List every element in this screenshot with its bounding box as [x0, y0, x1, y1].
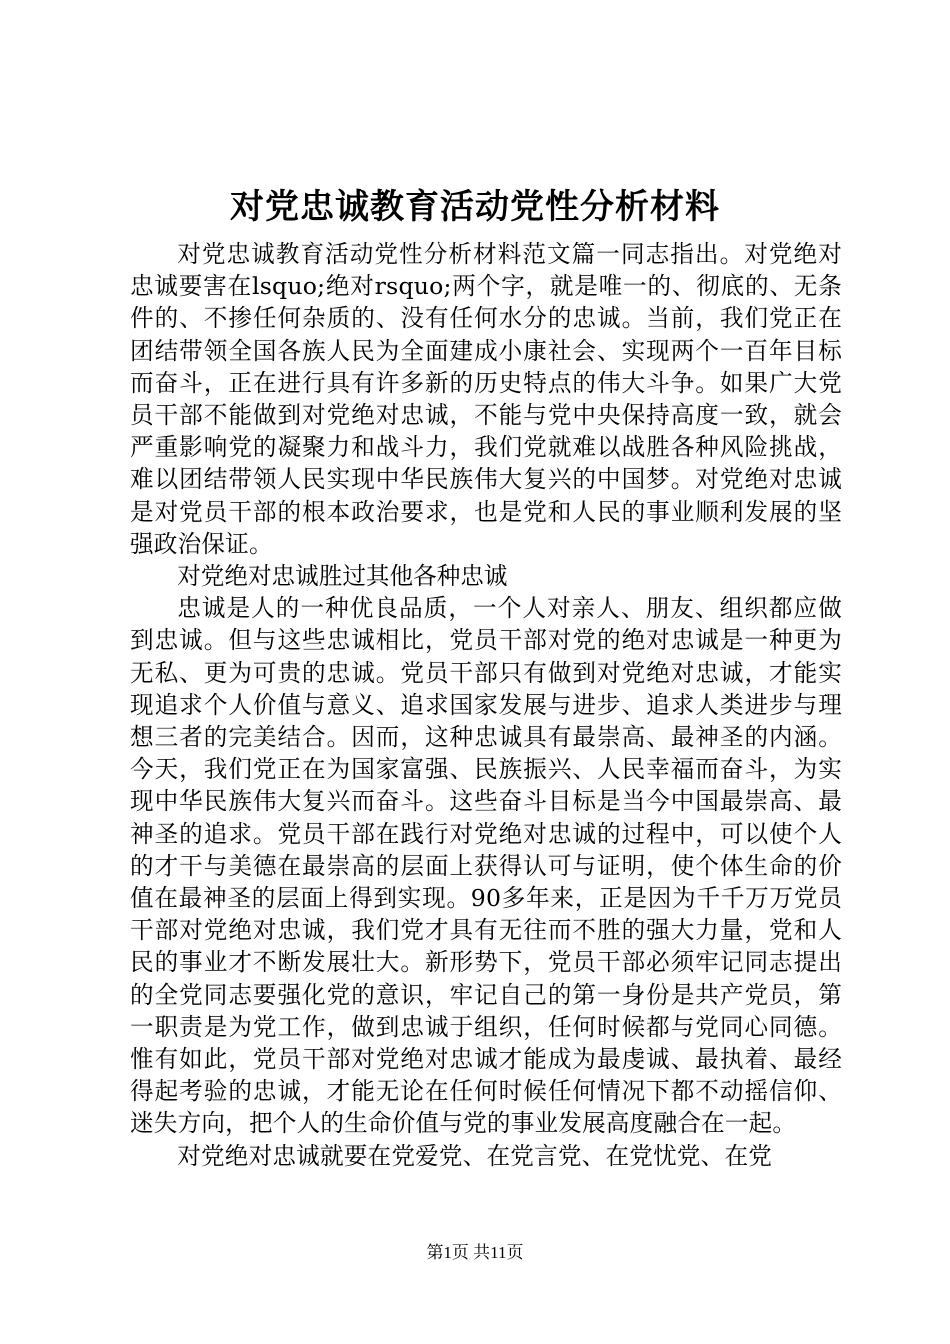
- section-heading-loyalty: 对党绝对忠诚胜过其他各种忠诚: [177, 562, 508, 591]
- body-paragraph-continued: 对党绝对忠诚就要在党爱党、在党言党、在党忧党、在党: [177, 1141, 773, 1170]
- page-footer: 第1页 共11页: [426, 1243, 524, 1262]
- body-paragraph-intro: 对党忠诚教育活动党性分析材料范文篇一同志指出。对党绝对忠诚要害在lsquo;绝对rsquo;两个字，就是唯一的、彻底的、无条件的、不掺任何杂质的、没有任何水分的忠诚。当前，我们党正在团结带领全国各族人民为全面建成小康社会、实现两个一百年目标而奋斗，正在进行具有许多新的历史特点的伟大斗争。如果广大党员干部不能做到对党绝对忠诚，不能与党中央保持高度一致，就会严重影响党的凝聚力和战斗力，我们党就难以战胜各种风险挑战，难以团结带领人民实现中华民族伟大复兴的中国梦。对党绝对忠诚是对党员干部的根本政治要求，也是党和人民的事业顺利发展的坚强政治保证。: [130, 240, 842, 558]
- document-title: 对党忠诚教育活动党性分析材料: [230, 187, 720, 227]
- document-body: [130, 238, 842, 1172]
- body-paragraph-loyalty: 忠诚是人的一种优良品质，一个人对亲人、朋友、组织都应做到忠诚。但与这些忠诚相比，党员干部对党的绝对忠诚是一种更为无私、更为可贵的忠诚。党员干部只有做到对党绝对忠诚，才能实现追求个人价值与意义、追求国家发展与进步、追求人类进步与理想三者的完美结合。因而，这种忠诚具有最崇高、最神圣的内涵。今天，我们党正在为国家富强、民族振兴、人民幸福而奋斗，为实现中华民族伟大复兴而奋斗。这些奋斗目标是当今中国最崇高、最神圣的追求。党员干部在践行对党绝对忠诚的过程中，可以使个人的才干与美德在最崇高的层面上获得认可与证明，使个体生命的价值在最神圣的层面上得到实现。90多年来，正是因为千千万万党员干部对党绝对忠诚，我们党才具有无往而不胜的强大力量，党和人民的事业才不断发展壮大。新形势下，党员干部必须牢记同志提出的全党同志要强化党的意识，牢记自己的第一身份是共产党员，第一职责是为党工作，做到忠诚于组织，任何时候都与党同心同德。惟有如此，党员干部对党绝对忠诚才能成为最虔诚、最执着、最经得起考验的忠诚，才能无论在任何时候任何情况下都不动摇信仰、迷失方向，把个人的生命价值与党的事业发展高度融合在一起。: [130, 594, 842, 1138]
